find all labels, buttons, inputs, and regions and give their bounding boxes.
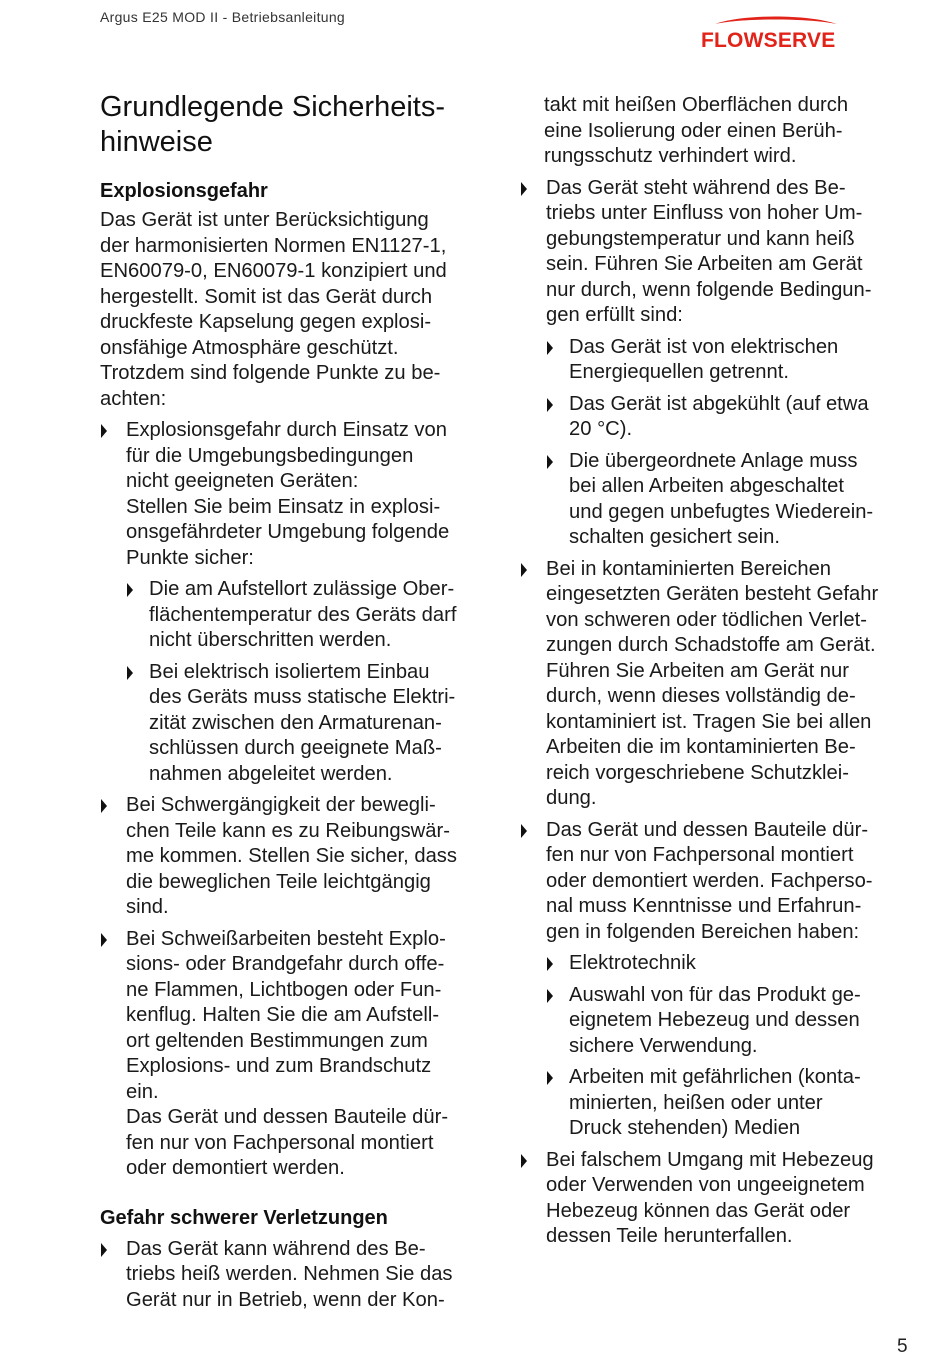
text-line: EN60079-0, EN60079-1 konzipiert und (100, 260, 447, 282)
text-line: nahmen abgeleitet werden. (149, 762, 393, 785)
text-line: fen nur von Fachpersonal montiert (546, 844, 854, 866)
text-line: Gerät nur in Betrieb, wenn der Kon- (126, 1288, 445, 1311)
text-line: Das Gerät ist von elektrischen (569, 335, 839, 358)
bullet-icon (546, 398, 556, 412)
text-line: fen nur von Fachpersonal montiert (126, 1131, 434, 1154)
logo-arc-icon (715, 17, 837, 25)
text-line: eine Isolierung oder einen Berüh- (544, 119, 843, 142)
text-line: hergestellt. Somit ist das Gerät durch (100, 285, 433, 308)
text-line: flächentemperatur des Geräts darf (149, 603, 457, 626)
title-line: Grundlegende Sicherheits- (100, 91, 445, 123)
text-line: triebs heiß werden. Nehmen Sie das (126, 1263, 453, 1285)
text-line: Das Gerät ist unter Berücksichtigung (100, 209, 429, 231)
list-item-text (569, 449, 920, 551)
text-line: Bei falschem Umgang mit Hebezeug (546, 1148, 874, 1171)
list-item (100, 1237, 500, 1314)
text-line: nicht geeigneten Geräten: (126, 470, 359, 492)
list-item (520, 1148, 920, 1250)
text-line: zungen durch Schadstoffe am Gerät. (546, 634, 876, 656)
list-item-text (546, 818, 920, 946)
text-line: dung. (546, 787, 597, 809)
text-line: gen erfüllt sind: (546, 304, 683, 326)
list-item (100, 793, 500, 921)
text-line: sions- oder Brandgefahr durch offe- (126, 953, 445, 975)
text-line: Das Gerät und dessen Bauteile dür- (126, 1106, 449, 1128)
list-item (100, 927, 500, 1182)
bullet-icon (100, 799, 110, 813)
continued-text (520, 93, 920, 170)
text-line: takt mit heißen Oberflächen durch (544, 94, 849, 116)
text-line: Bei elektrisch isoliertem Einbau (149, 660, 430, 683)
text-line: Bei Schweißarbeiten besteht Explo- (126, 927, 446, 950)
page-title (100, 90, 500, 160)
bullet-icon (520, 182, 530, 196)
text-line: Das Gerät ist abgekühlt (auf etwa (569, 392, 869, 415)
bullet-icon (100, 933, 110, 947)
sub-list-item (546, 449, 920, 551)
text-line: Explosions- und zum Brandschutz (126, 1055, 432, 1077)
text-line: Energiequellen getrennt. (569, 361, 789, 383)
text-line: Stellen Sie beim Einsatz in explosi- (126, 495, 441, 518)
title-line: hinweise (100, 126, 213, 158)
list-item-text (569, 392, 920, 443)
text-line: gebungstemperatur und kann heiß (546, 227, 855, 250)
text-line: eignetem Hebezeug und dessen (569, 1009, 860, 1031)
text-line: sind. (126, 896, 169, 918)
list-item-text (126, 927, 500, 1182)
sub-list-item (546, 392, 920, 443)
text-line: Punkte sicher: (126, 546, 254, 569)
bullet-icon (520, 1154, 530, 1168)
text-line: achten: (100, 387, 167, 410)
text-line: Die am Aufstellort zulässige Ober- (149, 578, 455, 600)
bullet-icon (520, 563, 530, 577)
text-line: schalten gesichert sein. (569, 526, 780, 548)
text-line: Elektrotechnik (569, 952, 696, 974)
text-line: Das Gerät steht während des Be- (546, 176, 846, 199)
text-line: reich vorgeschriebene Schutzklei- (546, 761, 849, 784)
text-line: Arbeiten die im kontaminierten Be- (546, 736, 856, 758)
intro-paragraph (100, 208, 500, 412)
left-column (100, 90, 500, 1313)
text-line: druckfeste Kapselung gegen explosi- (100, 311, 432, 333)
text-line: durch, wenn dieses vollständig de- (546, 685, 856, 707)
bullet-icon (126, 666, 136, 680)
text-line: eingesetzten Geräten besteht Gefahr (546, 583, 879, 605)
list-item-text (126, 418, 500, 571)
list-item-text (546, 176, 920, 329)
list-item-text (546, 557, 920, 812)
text-line: schlüssen durch geeignete Maß- (149, 737, 442, 759)
text-line: oder demontiert werden. Fachperso- (546, 869, 873, 892)
sub-list (546, 335, 920, 551)
section-heading-injury: Gefahr schwerer Verletzungen (100, 1206, 388, 1229)
sub-list-item (546, 983, 920, 1060)
list-item-text (546, 1148, 920, 1250)
bullet-icon (520, 824, 530, 838)
text-line: Arbeiten mit gefährlichen (konta- (569, 1066, 861, 1088)
text-line: Bei in kontaminierten Bereichen (546, 557, 832, 580)
sub-list (546, 951, 920, 1142)
text-line: bei allen Arbeiten abgeschaltet (569, 475, 844, 497)
text-line: des Geräts muss statische Elektri- (149, 686, 456, 708)
list-item-text (149, 577, 500, 654)
list-item (100, 418, 500, 787)
text-line: oder Verwenden von ungeeignetem (546, 1174, 865, 1196)
bullet-list (100, 1237, 500, 1314)
text-line: ein. (126, 1080, 159, 1103)
text-line: Hebezeug können das Gerät oder (546, 1199, 851, 1222)
list-item-text (569, 335, 920, 386)
bullet-icon (126, 583, 136, 597)
bullet-icon (100, 424, 110, 438)
bullet-icon (546, 1071, 556, 1085)
text-line: kenflug. Halten Sie die am Aufstell- (126, 1004, 440, 1026)
text-line: nicht überschritten werden. (149, 629, 392, 651)
text-line: und gegen unbefugtes Wiederein- (569, 500, 874, 523)
bullet-icon (546, 341, 556, 355)
sub-list (126, 577, 500, 787)
text-line: kontaminiert ist. Tragen Sie bei allen (546, 710, 872, 733)
bullet-icon (100, 1243, 110, 1257)
text-line: Druck stehenden) Medien (569, 1117, 801, 1139)
list-item-text (569, 983, 920, 1060)
list-item (520, 557, 920, 812)
text-line: nur durch, wenn folgende Bedingun- (546, 278, 872, 301)
page-number: 5 (897, 1336, 908, 1357)
text-line: gen in folgenden Bereichen haben: (546, 920, 860, 943)
list-item-text (126, 793, 500, 921)
sub-list-item (546, 335, 920, 386)
text-line: Führen Sie Arbeiten am Gerät nur (546, 659, 849, 682)
document-header-title: Argus E25 MOD II - Betriebsanleitung (100, 9, 346, 25)
text-line: die beweglichen Teile leichtgängig (126, 870, 431, 893)
bullet-list (100, 418, 500, 1182)
text-line: oder demontiert werden. (126, 1157, 345, 1179)
text-line: me kommen. Stellen Sie sicher, dass (126, 845, 457, 867)
text-line: nal muss Kenntnisse und Erfahrun- (546, 895, 862, 917)
list-item (520, 818, 920, 1142)
text-line: Bei Schwergängigkeit der bewegli- (126, 794, 436, 816)
text-line: sein. Führen Sie Arbeiten am Gerät (546, 253, 863, 275)
text-line: triebs unter Einfluss von hoher Um- (546, 202, 863, 224)
sub-list-item (126, 660, 500, 788)
text-line: Das Gerät und dessen Bauteile dür- (546, 818, 869, 841)
list-item-text (569, 951, 920, 977)
text-line: für die Umgebungsbedingungen (126, 444, 414, 467)
text-line: dessen Teile herunterfallen. (546, 1225, 793, 1247)
section-heading-explosion: Explosionsgefahr (100, 180, 268, 202)
list-item (520, 176, 920, 551)
text-line: 20 °C). (569, 418, 633, 440)
text-line: Das Gerät kann während des Be- (126, 1237, 426, 1260)
list-item-text (569, 1065, 920, 1142)
text-line: der harmonisierten Normen EN1127-1, (100, 234, 447, 257)
bullet-icon (546, 957, 556, 971)
text-line: onsgefährdeter Umgebung folgende (126, 521, 450, 543)
text-line: minierten, heißen oder unter (569, 1091, 823, 1114)
list-item-text (126, 1237, 500, 1314)
right-column (520, 93, 920, 1250)
bullet-icon (546, 989, 556, 1003)
text-line: ne Flammen, Lichtbogen oder Fun- (126, 978, 442, 1001)
text-line: Explosionsgefahr durch Einsatz von (126, 419, 447, 441)
text-line: Auswahl von für das Produkt ge- (569, 983, 861, 1006)
text-line: chen Teile kann es zu Reibungswär- (126, 819, 450, 842)
text-line: sichere Verwendung. (569, 1034, 758, 1057)
text-line: von schweren oder tödlichen Verlet- (546, 608, 867, 631)
text-line: Die übergeordnete Anlage muss (569, 449, 858, 472)
list-item-text (149, 660, 500, 788)
logo-wordmark: FLOWSERVE (701, 29, 836, 52)
sub-list-item (546, 951, 920, 977)
flowserve-logo (697, 14, 852, 56)
sub-list-item (126, 577, 500, 654)
text-line: zität zwischen den Armaturenan- (149, 711, 442, 734)
bullet-list (520, 176, 920, 1250)
text-line: Trotzdem sind folgende Punkte zu be- (100, 362, 441, 384)
bullet-icon (546, 455, 556, 469)
sub-list-item (546, 1065, 920, 1142)
text-line: ort geltenden Bestimmungen zum (126, 1029, 428, 1052)
text-line: onsfähige Atmosphäre geschützt. (100, 336, 399, 359)
text-line: rungsschutz verhindert wird. (544, 145, 797, 167)
